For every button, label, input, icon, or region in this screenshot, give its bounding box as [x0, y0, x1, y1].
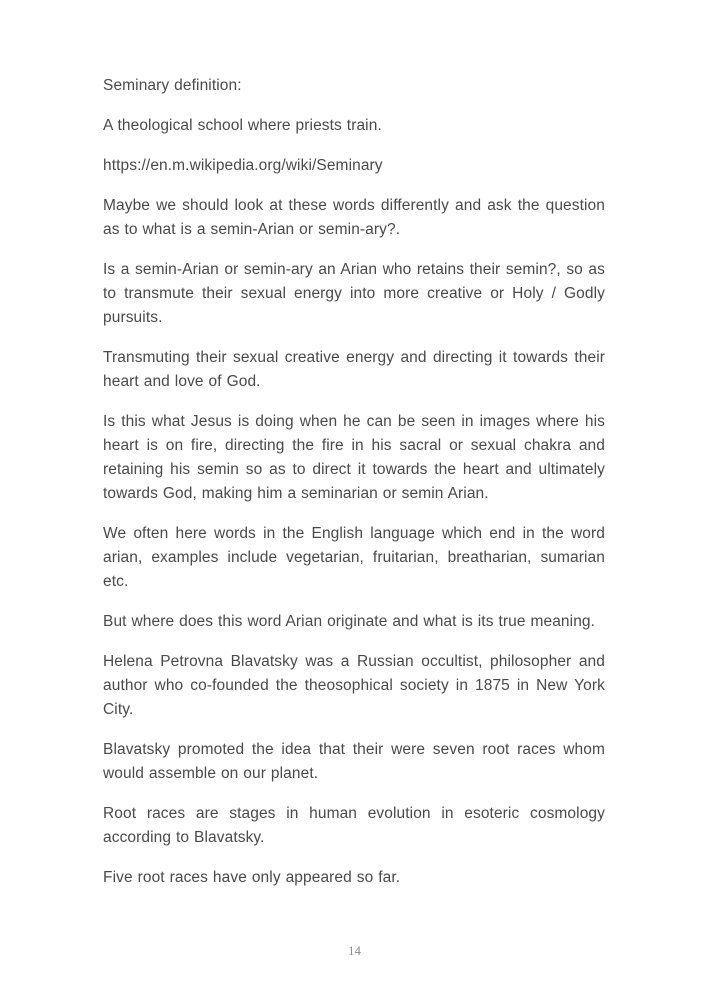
paragraph-blavatsky-promoted: Blavatsky promoted the idea that their were seven root races whom would assemble on our planet.	[103, 741, 605, 782]
wikipedia-url-text: https://en.m.wikipedia.org/wiki/Seminary	[103, 157, 383, 174]
paragraph-five-root-races: Five root races have only appeared so far.	[103, 869, 401, 886]
paragraph-transmuting-energy: Transmuting their sexual creative energy and directing it towards their heart and love of God.	[103, 349, 605, 390]
paragraph-we-often-here-words: We often here words in the English language which end in the word arian, examples include vegetarian, fruitarian, breatharian, sumarian etc.	[103, 525, 605, 590]
paragraph-maybe-we-should-look: Maybe we should look at these words differently and ask the question as to what is a semin-Arian or semin-ary?.	[103, 197, 605, 238]
paragraph-root-races-stages: Root races are stages in human evolution in esoteric cosmology according to Blavatsky.	[103, 805, 605, 846]
paragraph-is-a-semin-arian: Is a semin-Arian or semin-ary an Arian who retains their semin?, so as to transmute their sexual energy into more creative or Holy / Godly pursuits.	[103, 261, 605, 326]
paragraph-helena-petrovna-blavatsky: Helena Petrovna Blavatsky was a Russian occultist, philosopher and author who co-founded the theosophical society in 1875 in New York City.	[103, 653, 605, 718]
paragraph-seminary-definition-heading: Seminary definition:	[103, 77, 242, 94]
paragraph-is-this-what-jesus: Is this what Jesus is doing when he can be seen in images where his heart is on fire, directing the fire in his sacral or sexual chakra and retaining his semin so as to direct it towards the heart and ultimately towards God, making him a seminarian or semin Arian.	[103, 413, 605, 502]
paragraph-seminary-definition: A theological school where priests train.	[103, 117, 382, 134]
page-number: 14	[348, 943, 361, 958]
paragraph-but-where-does-arian-originate: But where does this word Arian originate and what is its true meaning.	[103, 613, 596, 630]
page-body-text	[103, 74, 605, 906]
